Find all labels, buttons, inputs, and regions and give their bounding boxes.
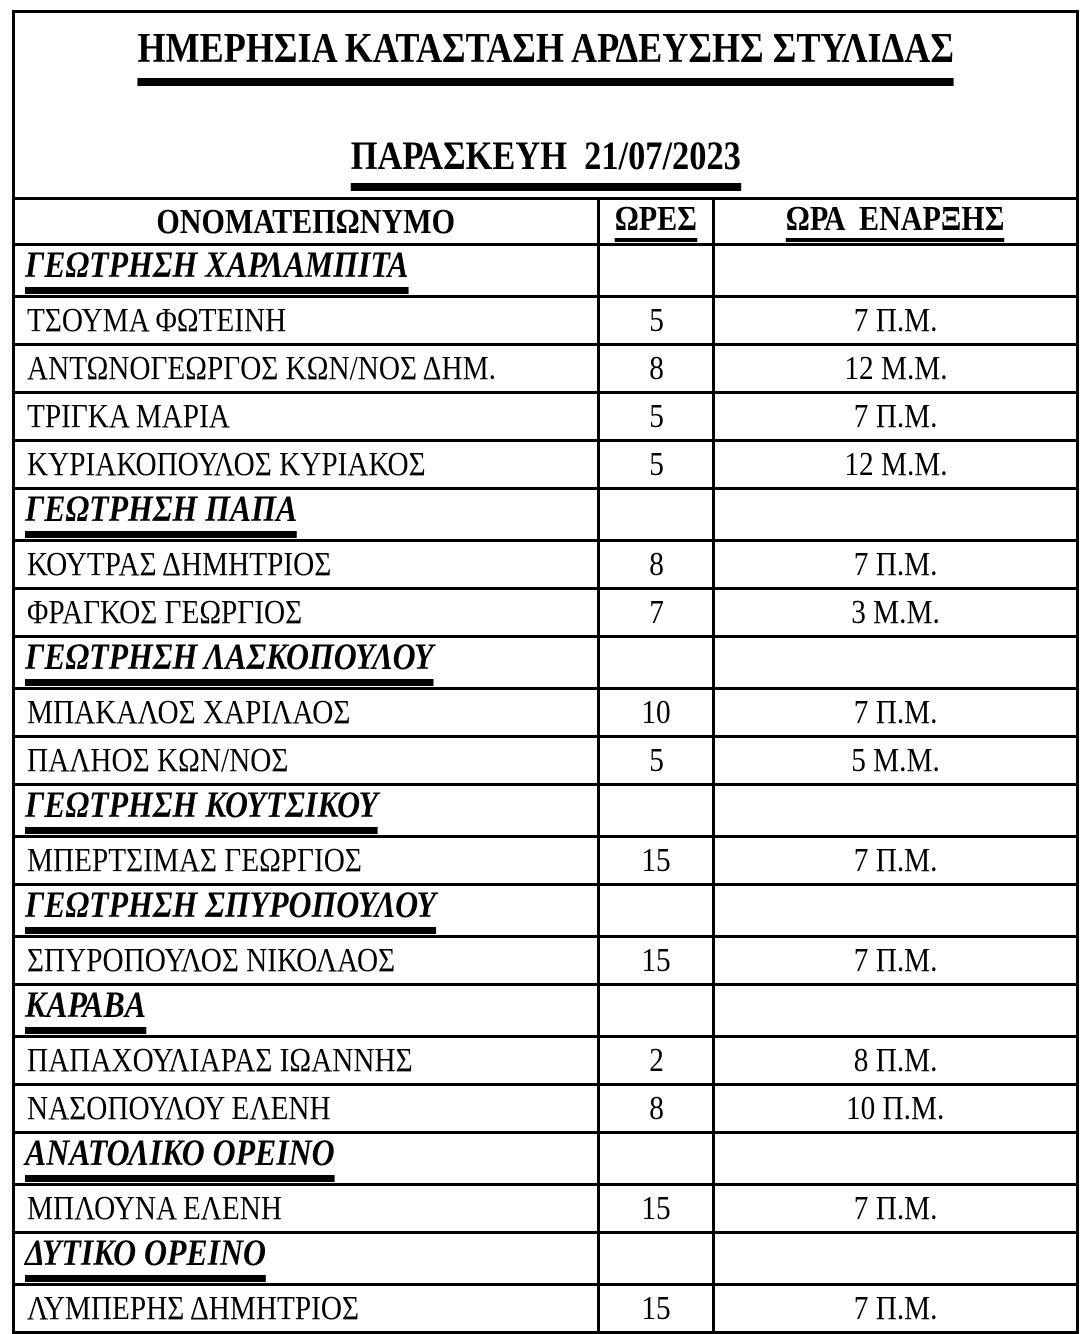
name-text: ΛΥΜΠΕΡΗΣ ΔΗΜΗΤΡΙΟΣ xyxy=(27,1289,359,1327)
name-cell xyxy=(14,541,599,589)
section-name-cell xyxy=(14,489,599,541)
title-cell xyxy=(14,12,1078,199)
column-header-start-time xyxy=(714,199,1078,245)
section-row xyxy=(14,489,1078,541)
section-empty-time-cell xyxy=(714,1133,1078,1185)
start-time-cell xyxy=(714,1185,1078,1233)
section-name-cell xyxy=(14,637,599,689)
section-name-cell xyxy=(14,1233,599,1285)
section-empty-hours-cell xyxy=(599,1233,714,1285)
table-row xyxy=(14,393,1078,441)
name-text: ΚΟΥΤΡΑΣ ΔΗΜΗΤΡΙΟΣ xyxy=(27,545,332,583)
name-cell xyxy=(14,737,599,785)
section-empty-time-cell xyxy=(714,245,1078,297)
hours-cell xyxy=(599,737,714,785)
name-text: ΜΠΑΚΑΛΟΣ ΧΑΡΙΛΑΟΣ xyxy=(27,693,351,731)
name-cell xyxy=(14,1085,599,1133)
irrigation-schedule-table xyxy=(12,10,1079,1334)
name-text: ΝΑΣΟΠΟΥΛΟΥ ΕΛΕΝΗ xyxy=(27,1089,331,1127)
name-text: ΣΠΥΡΟΠΟΥΛΟΣ ΝΙΚΟΛΑΟΣ xyxy=(27,941,396,979)
table-row xyxy=(14,689,1078,737)
start-time-text: 12 Μ.Μ. xyxy=(843,445,948,483)
section-name-text: ΔΥΤΙΚΟ ΟΡΕΙΝΟ xyxy=(25,1235,266,1282)
section-name-cell xyxy=(14,985,599,1037)
section-empty-time-cell xyxy=(714,1233,1078,1285)
start-time-cell xyxy=(714,689,1078,737)
section-name-text: ΓΕΩΤΡΗΣΗ ΠΑΠΑ xyxy=(25,491,297,538)
table-row xyxy=(14,737,1078,785)
table-row xyxy=(14,1285,1078,1333)
name-text: ΠΑΛΗΟΣ ΚΩΝ/ΝΟΣ xyxy=(27,741,289,779)
hours-text: 2 xyxy=(648,1041,664,1079)
page-content xyxy=(12,10,1076,1334)
hours-cell xyxy=(599,1185,714,1233)
hours-text: 15 xyxy=(641,1289,671,1327)
table-row xyxy=(14,345,1078,393)
start-time-text: 7 Π.Μ. xyxy=(853,545,938,583)
section-empty-hours-cell xyxy=(599,637,714,689)
name-text: ΜΠΕΡΤΣΙΜΑΣ ΓΕΩΡΓΙΟΣ xyxy=(27,841,362,879)
section-row xyxy=(14,245,1078,297)
name-text: ΚΥΡΙΑΚΟΠΟΥΛΟΣ ΚΥΡΙΑΚΟΣ xyxy=(27,445,426,483)
start-time-cell xyxy=(714,541,1078,589)
start-time-cell xyxy=(714,837,1078,885)
name-cell xyxy=(14,1285,599,1333)
name-cell xyxy=(14,1185,599,1233)
name-text: ΠΑΠΑΧΟΥΛΙΑΡΑΣ ΙΩΑΝΝΗΣ xyxy=(27,1041,413,1079)
table-row xyxy=(14,937,1078,985)
hours-text: 15 xyxy=(641,941,671,979)
section-empty-time-cell xyxy=(714,489,1078,541)
section-name-cell xyxy=(14,785,599,837)
section-name-cell xyxy=(14,245,599,297)
start-time-cell xyxy=(714,937,1078,985)
section-empty-hours-cell xyxy=(599,489,714,541)
hours-cell xyxy=(599,837,714,885)
column-header-hours-text: ΩΡΕΣ xyxy=(615,201,697,242)
hours-text: 7 xyxy=(648,593,664,631)
hours-text: 5 xyxy=(648,397,664,435)
section-name-text: ΚΑΡΑΒΑ xyxy=(25,987,146,1034)
start-time-text: 5 Μ.Μ. xyxy=(851,741,940,779)
section-row xyxy=(14,1133,1078,1185)
date-line-text: ΠΑΡΑΣΚΕΥΗ 21/07/2023 xyxy=(350,134,740,191)
hours-text: 8 xyxy=(648,1089,664,1127)
name-cell xyxy=(14,393,599,441)
name-cell xyxy=(14,937,599,985)
start-time-text: 7 Π.Μ. xyxy=(853,1289,938,1327)
section-name-cell xyxy=(14,1133,599,1185)
hours-cell xyxy=(599,441,714,489)
start-time-cell xyxy=(714,297,1078,345)
start-time-cell xyxy=(714,1285,1078,1333)
hours-text: 5 xyxy=(648,741,664,779)
start-time-cell xyxy=(714,441,1078,489)
hours-text: 15 xyxy=(641,841,671,879)
table-row xyxy=(14,441,1078,489)
table-row xyxy=(14,297,1078,345)
name-text: ΑΝΤΩΝΟΓΕΩΡΓΟΣ ΚΩΝ/ΝΟΣ ΔΗΜ. xyxy=(27,349,496,387)
table-row xyxy=(14,541,1078,589)
hours-cell xyxy=(599,589,714,637)
hours-cell xyxy=(599,937,714,985)
column-header-start-time-text: ΩΡΑ ΕΝΑΡΞΗΣ xyxy=(786,201,1005,242)
section-row xyxy=(14,985,1078,1037)
start-time-text: 8 Π.Μ. xyxy=(853,1041,938,1079)
hours-text: 15 xyxy=(641,1189,671,1227)
section-name-text: ΓΕΩΤΡΗΣΗ ΣΠΥΡΟΠΟΥΛΟΥ xyxy=(25,887,436,934)
section-empty-hours-cell xyxy=(599,245,714,297)
start-time-cell xyxy=(714,1037,1078,1085)
hours-cell xyxy=(599,689,714,737)
section-empty-hours-cell xyxy=(599,885,714,937)
name-text: ΜΠΛΟΥΝΑ ΕΛΕΝΗ xyxy=(27,1189,282,1227)
start-time-cell xyxy=(714,1085,1078,1133)
name-text: ΦΡΑΓΚΟΣ ΓΕΩΡΓΙΟΣ xyxy=(27,593,303,631)
hours-cell xyxy=(599,345,714,393)
column-header-name xyxy=(14,199,599,245)
page-title-text: ΗΜΕΡΗΣΙΑ ΚΑΤΑΣΤΑΣΗ ΑΡΔΕΥΣΗΣ ΣΤΥΛΙΔΑΣ xyxy=(137,26,954,85)
section-row xyxy=(14,1233,1078,1285)
start-time-cell xyxy=(714,345,1078,393)
section-empty-time-cell xyxy=(714,885,1078,937)
start-time-text: 7 Π.Μ. xyxy=(853,301,938,339)
start-time-text: 10 Π.Μ. xyxy=(846,1089,945,1127)
column-header-hours xyxy=(599,199,714,245)
start-time-text: 7 Π.Μ. xyxy=(853,397,938,435)
name-cell xyxy=(14,837,599,885)
table-row xyxy=(14,589,1078,637)
hours-cell xyxy=(599,1085,714,1133)
header-row xyxy=(14,199,1078,245)
column-header-name-text: ΟΝΟΜΑΤΕΠΩΝΥΜΟ xyxy=(156,202,456,241)
hours-cell xyxy=(599,1037,714,1085)
hours-text: 5 xyxy=(648,445,664,483)
hours-text: 8 xyxy=(648,545,664,583)
section-name-cell xyxy=(14,885,599,937)
start-time-text: 7 Π.Μ. xyxy=(853,693,938,731)
start-time-text: 7 Π.Μ. xyxy=(853,1189,938,1227)
section-name-text: ΓΕΩΤΡΗΣΗ ΚΟΥΤΣΙΚΟΥ xyxy=(25,787,378,834)
section-name-text: ΑΝΑΤΟΛΙΚΟ ΟΡΕΙΝΟ xyxy=(25,1135,335,1182)
start-time-cell xyxy=(714,589,1078,637)
hours-text: 8 xyxy=(648,349,664,387)
hours-text: 5 xyxy=(648,301,664,339)
section-row xyxy=(14,637,1078,689)
section-row xyxy=(14,785,1078,837)
date-line xyxy=(319,134,773,191)
start-time-text: 3 Μ.Μ. xyxy=(851,593,940,631)
name-cell xyxy=(14,1037,599,1085)
name-text: ΤΡΙΓΚΑ ΜΑΡΙΑ xyxy=(27,397,230,435)
section-empty-time-cell xyxy=(714,637,1078,689)
hours-cell xyxy=(599,1285,714,1333)
start-time-text: 7 Π.Μ. xyxy=(853,941,938,979)
name-text: ΤΣΟΥΜΑ ΦΩΤΕΙΝΗ xyxy=(27,301,287,339)
title-wrap xyxy=(16,19,1075,190)
section-name-text: ΓΕΩΤΡΗΣΗ ΧΑΡΛΑΜΠΙΤΑ xyxy=(25,247,409,294)
section-empty-time-cell xyxy=(714,985,1078,1037)
section-empty-hours-cell xyxy=(599,1133,714,1185)
section-empty-hours-cell xyxy=(599,785,714,837)
table-row xyxy=(14,837,1078,885)
section-row xyxy=(14,885,1078,937)
start-time-text: 12 Μ.Μ. xyxy=(843,349,948,387)
name-cell xyxy=(14,297,599,345)
section-name-text: ΓΕΩΤΡΗΣΗ ΛΑΣΚΟΠΟΥΛΟΥ xyxy=(25,639,433,686)
hours-cell xyxy=(599,393,714,441)
section-empty-time-cell xyxy=(714,785,1078,837)
name-cell xyxy=(14,589,599,637)
table-row xyxy=(14,1037,1078,1085)
title-row xyxy=(14,12,1078,199)
table-row xyxy=(14,1185,1078,1233)
table-row xyxy=(14,1085,1078,1133)
name-cell xyxy=(14,345,599,393)
name-cell xyxy=(14,441,599,489)
page-title xyxy=(71,26,1020,85)
name-cell xyxy=(14,689,599,737)
table-body xyxy=(14,12,1078,1333)
hours-text: 10 xyxy=(641,693,671,731)
start-time-cell xyxy=(714,393,1078,441)
start-time-cell xyxy=(714,737,1078,785)
hours-cell xyxy=(599,297,714,345)
start-time-text: 7 Π.Μ. xyxy=(853,841,938,879)
hours-cell xyxy=(599,541,714,589)
section-empty-hours-cell xyxy=(599,985,714,1037)
